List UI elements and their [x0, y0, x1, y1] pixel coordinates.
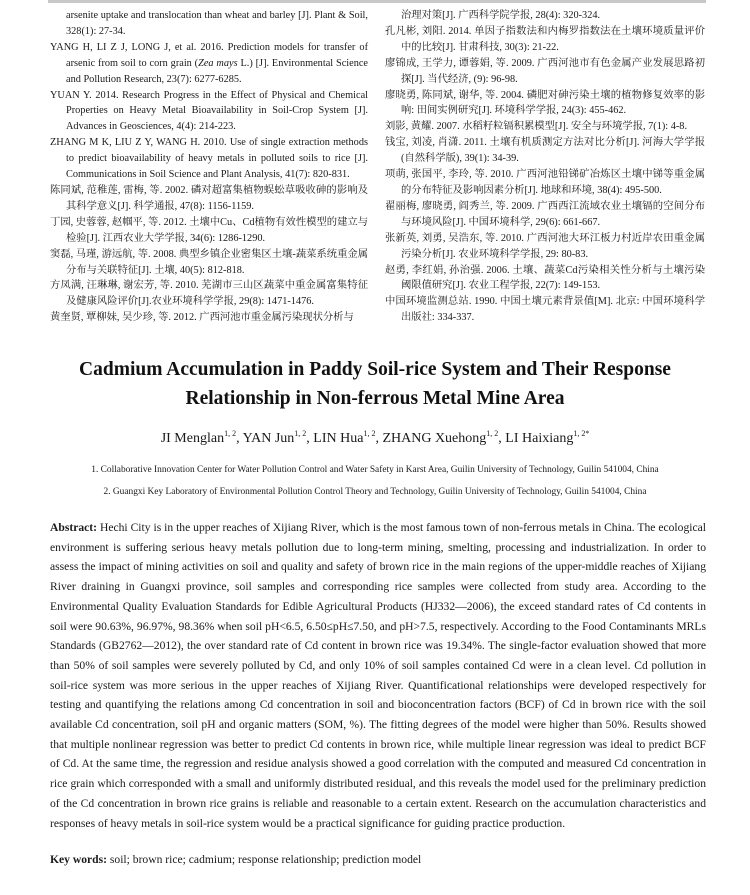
author-affiliation-mark: 1, 2 — [294, 429, 307, 438]
author-affiliation-mark: 1, 2 — [486, 429, 499, 438]
author-separator: , — [375, 431, 383, 446]
reference-item: 治理对策[J]. 广西科学院学报, 28(4): 320-324. — [401, 10, 601, 21]
keywords-label: Key words: — [50, 853, 107, 866]
affiliation-1: 1. Collaborative Innovation Center for Water Pollution Control and Water Safety in Karst Area, Guilin University of Technology, Guilin 541004, China — [91, 465, 659, 475]
reference-text: L.) [J]. Environmental Science and Pollution Research, 23(7): 6277-6285. — [66, 57, 369, 85]
author-affiliation-mark: 1, 2 — [363, 429, 376, 438]
affiliations — [0, 460, 750, 503]
author-name: YAN Jun — [242, 431, 295, 446]
author-name: LI Haixiang — [505, 431, 574, 446]
author — [382, 431, 505, 446]
author — [505, 431, 589, 446]
author-name: JI Menglan — [160, 431, 225, 446]
reference-item: 廖锦成, 王学力, 谭蓉娟, 等. 2009. 广西河池市有色金属产业发展思路初探[J]. 当代经济, (9): 96-98. — [385, 57, 705, 85]
author — [313, 431, 382, 446]
abstract-label: Abstract: — [50, 521, 98, 534]
reference-item: ZHANG M K, LIU Z Y, WANG H. 2010. Use of single extraction methods to predict bioavailability of heavy metals in polluted soils to rice [J]. Communications in Soil Science and Plant Analysis, 41(7): 820-831. — [50, 137, 368, 181]
title-line-2: Relationship in Non-ferrous Metal Mine Area — [185, 388, 565, 409]
reference-text: YANG H, LI Z J, LONG J, et al. 2016. Prediction models for transfer of arsenic from soil to corn grain ( — [50, 41, 368, 69]
top-rule — [48, 0, 706, 3]
author — [243, 431, 314, 446]
reference-item: 张新英, 刘勇, 吴浩东, 等. 2010. 广西河池大环江板力村近岸农田重金属污染分析[J]. 农业环境科学学报, 29: 80-83. — [385, 232, 705, 260]
reference-item: 窦磊, 马瑾, 游远航, 等. 2008. 典型乡镇企业密集区土壤-蔬菜系统重金属分布与关联特征[J]. 土壤, 40(5): 812-818. — [50, 248, 368, 276]
reference-item — [50, 40, 368, 88]
reference-item: 黄奎贤, 覃柳妹, 吴少珍, 等. 2012. 广西河池市重金属污染现状分析与 — [50, 312, 354, 324]
paper-title — [0, 355, 750, 413]
reference-item: 方凤满, 汪琳琳, 谢宏芳, 等. 2010. 芜湖市三山区蔬菜中重金属富集特征及健康风险评价[J].农业环境科学学报, 29(8): 1471-1476. — [50, 280, 368, 308]
reference-item: 翟丽梅, 廖晓勇, 阎秀兰, 等. 2009. 广西西江流域农业土壤镉的空间分布与环境风险[J]. 中国环境科学, 29(6): 661-667. — [385, 200, 705, 228]
author-affiliation-mark: 1, 2 — [224, 429, 237, 438]
reference-item: 赵勇, 李红娟, 孙治强. 2006. 土壤、蔬菜Cd污染相关性分析与土壤污染阈限值研究[J]. 农业工程学报, 22(7): 149-153. — [385, 264, 705, 292]
keywords — [50, 850, 706, 869]
abstract — [50, 518, 706, 833]
reference-item: 项萌, 张国平, 李玲, 等. 2010. 广西河池铅锑矿冶炼区土壤中锑等重金属的分布特征及影响因素分析[J]. 地球和环境, 38(4): 495-500. — [385, 169, 705, 196]
author-separator: , — [236, 431, 243, 446]
reference-item: 丁园, 史蓉蓉, 赵帼平, 等. 2012. 土壤中Cu、Cd植物有效性模型的建立与检验[J]. 江西农业大学学报, 34(6): 1286-1290. — [50, 216, 368, 244]
references-section — [50, 8, 705, 326]
reference-item: 刘影, 黄耀. 2007. 水稻籽粒镉积累模型[J]. 安全与环境学报, 7(1): 4-8. — [385, 121, 688, 133]
reference-item: YUAN Y. 2014. Research Progress in the Effect of Physical and Chemical Properties on Heavy Metal Bioavailability in Soil-Crop System [J]. Advances in Geosciences, 4(4): 214-223. — [50, 89, 368, 133]
abstract-text: Hechi City is in the upper reaches of Xijiang River, which is the most famous town of non-ferrous metals in China. The ecological environment is suffering serious heavy metals pollution due to long-term mining, smelting, processing and industrialization. In order to assess the impact of mining activities on soil and quality and safety of brown rice in the main regions of the upper-middle reaches of Xijiang River draining in Guangxi province, soil samples and corresponding rice samples were collected from study area. According to the Environmental Quality Evaluation Standards for Edible Agricultural Products (HJ332—2006), the exceed standard rates of Cd contents in soil were 90.63%, 96.97%, 98.36% when soil pH<6.5, 6.50≤pH≤7.50, and pH>7.5, respectively. According to the Food Contaminants MRLs Standards (GB2762—2012), the over standard rate of Cd content in brown rice was 19.34%. The single-factor evaluation showed that more than 50% of soil samples were severely polluted by Cd, and only 10% of soil samples contained Cd were in a clean level. Cd pollution in soil-rice system was more serious in the upper reaches of Xijiang River. Quantificational relationships were developed respectively for testing and quantifying the relations among Cd concentration in soil and bioconcentration factors (BCF) of Cd in brown rice with the soil available Cd concentration, soil pH and organic matters (SOM, %). The fitting degrees of the model were higher than 50%. Results showed that multiple nonlinear regression was better to predict Cd contents in brown rice, while multiple linear regression was ideal to predict BCF of Cd. At the same time, the regression and residue analysis showed a good correlation with the computed and measured Cd concentration in rice grain which corresponded with a small and uniformly distributed residual, and this reveals the model used for the preliminary prediction of the Cd concentration in brown rice grains is reliable and reasonable to a certain extent. Research on the accumulation characteristics and responses of heavy metals in soil-rice system would be a practical significance for guiding practice production. — [50, 521, 706, 830]
reference-item: arsenite uptake and translocation than wheat and barley [J]. Plant & Soil, 328(1): 27-34. — [66, 10, 368, 37]
references-right-column — [385, 8, 705, 326]
reference-item: 孔凡彬, 刘阳. 2014. 单因子指数法和内梅罗指数法在土壤环境质量评价中的比较[J]. 甘肃科技, 30(3): 21-22. — [385, 25, 705, 53]
species-name: Zea mays — [198, 57, 238, 69]
affiliation-2: 2. Guangxi Key Laboratory of Environmental Pollution Control Theory and Technology, Guilin University of Technology, Guilin 541004, China — [103, 486, 647, 497]
references-left-column — [50, 8, 368, 326]
reference-item: 中国环境监测总站. 1990. 中国土壤元素背景值[M]. 北京: 中国环境科学出版社: 334-337. — [385, 296, 705, 324]
reference-item: 陈同斌, 范稚莲, 雷梅, 等. 2002. 磷对超富集植物蜈蚣草吸收砷的影响及其科学意义[J]. 科学通报, 47(8): 1156-1159. — [50, 184, 368, 212]
reference-item: 廖晓勇, 陈同斌, 谢华, 等. 2004. 磷肥对砷污染土壤的植物修复效率的影响: 田间实例研究[J]. 环境科学学报, 24(3): 455-462. — [385, 89, 705, 117]
keywords-text: soil; brown rice; cadmium; response relationship; prediction model — [107, 853, 422, 866]
author-list — [0, 429, 750, 449]
author-name: LIN Hua — [313, 431, 364, 446]
author-affiliation-mark: 1, 2* — [573, 429, 590, 438]
author — [161, 431, 243, 446]
author-separator: , — [498, 431, 506, 446]
reference-item: 钱宝, 刘凌, 肖潇. 2011. 土壤有机质测定方法对比分析[J]. 河海大学学报(自然科学版), 39(1): 34-39. — [385, 137, 705, 165]
author-name: ZHANG Xuehong — [382, 431, 487, 446]
title-line-1: Cadmium Accumulation in Paddy Soil-rice System and Their Response — [79, 359, 671, 380]
author-separator: , — [306, 431, 314, 446]
